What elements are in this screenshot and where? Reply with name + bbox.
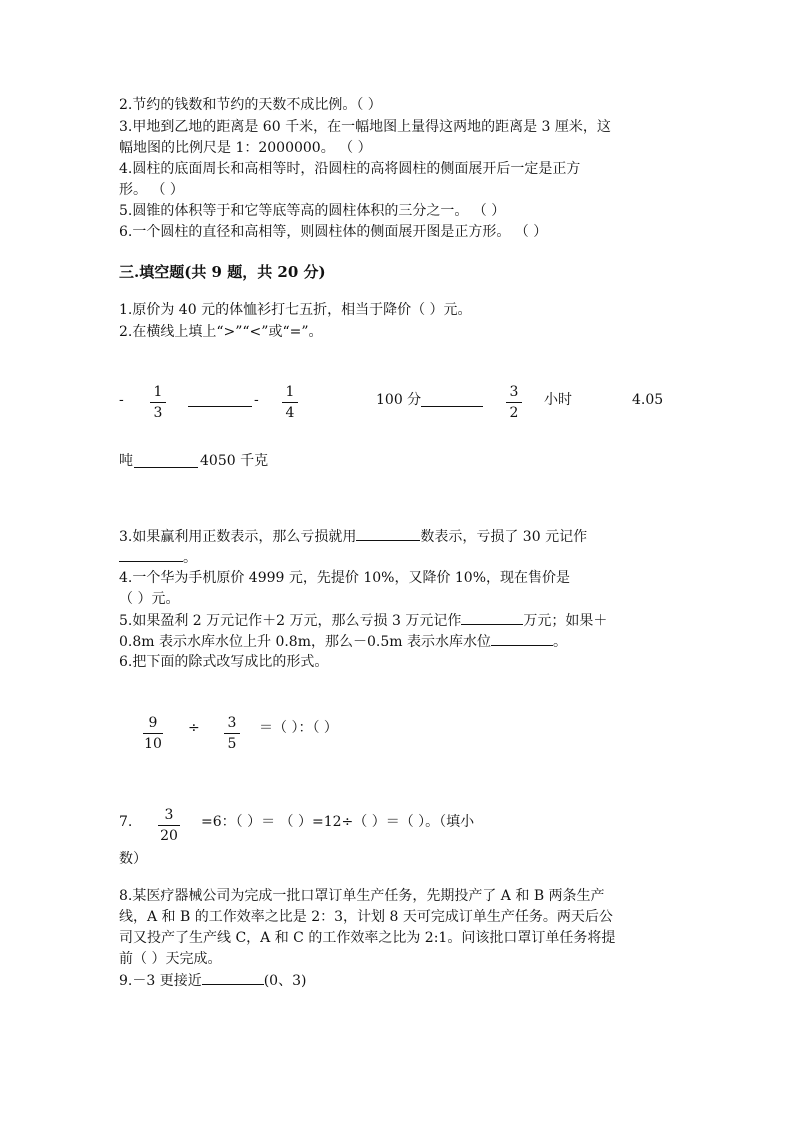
fill-q8-line2: 线，A 和 B 的工作效率之比是 2：3，计划 8 天可完成订单生产任务。两天后公 [119, 909, 613, 925]
denominator: 2 [509, 405, 519, 421]
q7-text: =6：（ ）＝ （ ）=12÷（ ）＝（ ）。（填小 [201, 814, 475, 830]
judge-q3-line2: 幅地图的比例尺是 1：2000000。 （ ） [119, 140, 372, 156]
answer-blank[interactable] [356, 526, 420, 541]
divide-sign: ÷ [188, 720, 200, 736]
fill-q3-line2 [119, 547, 197, 568]
q5-text: 5.如果盈利 2 万元记作＋2 万元，那么亏损 3 万元记作 [119, 613, 462, 629]
q3-text: 3.如果赢利用正数表示，那么亏损就用 [119, 529, 357, 545]
q9-text: 9.－3 更接近 [119, 973, 202, 989]
fill-q4-line1: 4.一个华为手机原价 4999 元，先提价 10%，又降价 10%，现在售价是 [119, 570, 571, 586]
fill-q3-line1 [119, 526, 587, 547]
fill-q4-line2: （ ）元。 [119, 591, 180, 607]
denominator: 4 [285, 405, 295, 421]
fill-q8-line4: 前（ ）天完成。 [119, 951, 222, 967]
q7-wrap: 数） [119, 851, 147, 867]
q5-text-after: 万元；如果＋ [523, 613, 608, 629]
fraction-1-3 [150, 383, 166, 422]
judge-q4-line2: 形。 （ ） [119, 182, 184, 198]
q7-label: 7. [119, 814, 133, 830]
fraction-bar [282, 402, 298, 403]
fill-q5-line1 [119, 610, 607, 631]
judge-q2: 2.节约的钱数和节约的天数不成比例。（ ） [119, 97, 382, 113]
ton-label: 吨 [119, 453, 133, 469]
answer-blank[interactable] [491, 631, 553, 646]
judge-q6: 6.一个圆柱的直径和高相等，则圆柱体的侧面展开图是正方形。 （ ） [119, 224, 548, 240]
minus-sign: - [119, 392, 124, 408]
denominator: 3 [153, 405, 163, 421]
answer-blank[interactable] [421, 390, 483, 407]
fraction-bar [506, 402, 522, 403]
q3-end: 。 [183, 550, 197, 566]
fill-q9 [119, 970, 306, 991]
fraction-bar [224, 733, 240, 734]
numerator: 1 [153, 384, 163, 400]
answer-blank[interactable] [202, 970, 264, 985]
answer-blank[interactable] [188, 390, 252, 407]
fill-q6: 6.把下面的除式改写成比的形式。 [119, 654, 329, 670]
fraction-3-2 [506, 383, 522, 422]
hundred-minutes: 100 分 [376, 392, 422, 408]
fraction-9-10 [143, 714, 163, 753]
denominator: 20 [160, 828, 178, 844]
minus-sign: - [254, 392, 259, 408]
judge-q3-line1: 3.甲地到乙地的距离是 60 千米，在一幅地图上量得这两地的距离是 3 厘米，这 [119, 119, 611, 135]
fraction-bar [150, 402, 166, 403]
numerator: 1 [285, 384, 295, 400]
numerator: 3 [227, 715, 237, 731]
judge-q5: 5.圆锥的体积等于和它等底等高的圆柱体积的三分之一。 （ ） [119, 203, 506, 219]
fraction-3-5 [224, 714, 240, 753]
ratio-answer: ＝（ ）：（ ） [259, 720, 338, 736]
q5-end: 。 [552, 634, 567, 650]
denominator: 10 [144, 736, 162, 752]
numerator: 3 [509, 384, 519, 400]
denominator: 5 [227, 736, 237, 752]
hour-label: 小时 [544, 392, 572, 408]
q9-options: (0、3) [263, 973, 307, 989]
kg-value: 4050 千克 [200, 453, 269, 469]
fraction-3-20 [158, 806, 180, 845]
numerator: 9 [148, 715, 158, 731]
value-4-05: 4.05 [632, 392, 664, 408]
section-heading: 三.填空题(共 9 题，共 20 分) [119, 263, 326, 281]
fill-q8-line3: 司又投产了生产线 C，A 和 C 的工作效率之比为 2:1。问该批口罩订单任务将提 [119, 930, 616, 946]
fill-q1: 1.原价为 40 元的体恤衫打七五折，相当于降价（ ）元。 [119, 302, 472, 318]
numerator: 3 [164, 807, 174, 823]
judge-q4-line1: 4.圆柱的底面周长和高相等时，沿圆柱的高将圆柱的侧面展开后一定是正方 [119, 161, 581, 177]
fraction-bar [158, 825, 180, 826]
q5-text: 0.8m 表示水库水位上升 0.8m，那么－0.5m 表示水库水位 [119, 634, 491, 650]
fill-q8-line1: 8.某医疗器械公司为完成一批口罩订单生产任务，先期投产了 A 和 B 两条生产 [119, 888, 605, 904]
answer-blank[interactable] [461, 610, 523, 625]
q3-text-after: 数表示，亏损了 30 元记作 [420, 529, 588, 545]
fill-q2: 2.在横线上填上“>”“<”或“=”。 [119, 324, 323, 340]
fraction-bar [143, 733, 163, 734]
fraction-1-4 [282, 383, 298, 422]
answer-blank[interactable] [134, 451, 198, 468]
fill-q5-line2 [119, 631, 567, 652]
answer-blank[interactable] [119, 547, 183, 562]
